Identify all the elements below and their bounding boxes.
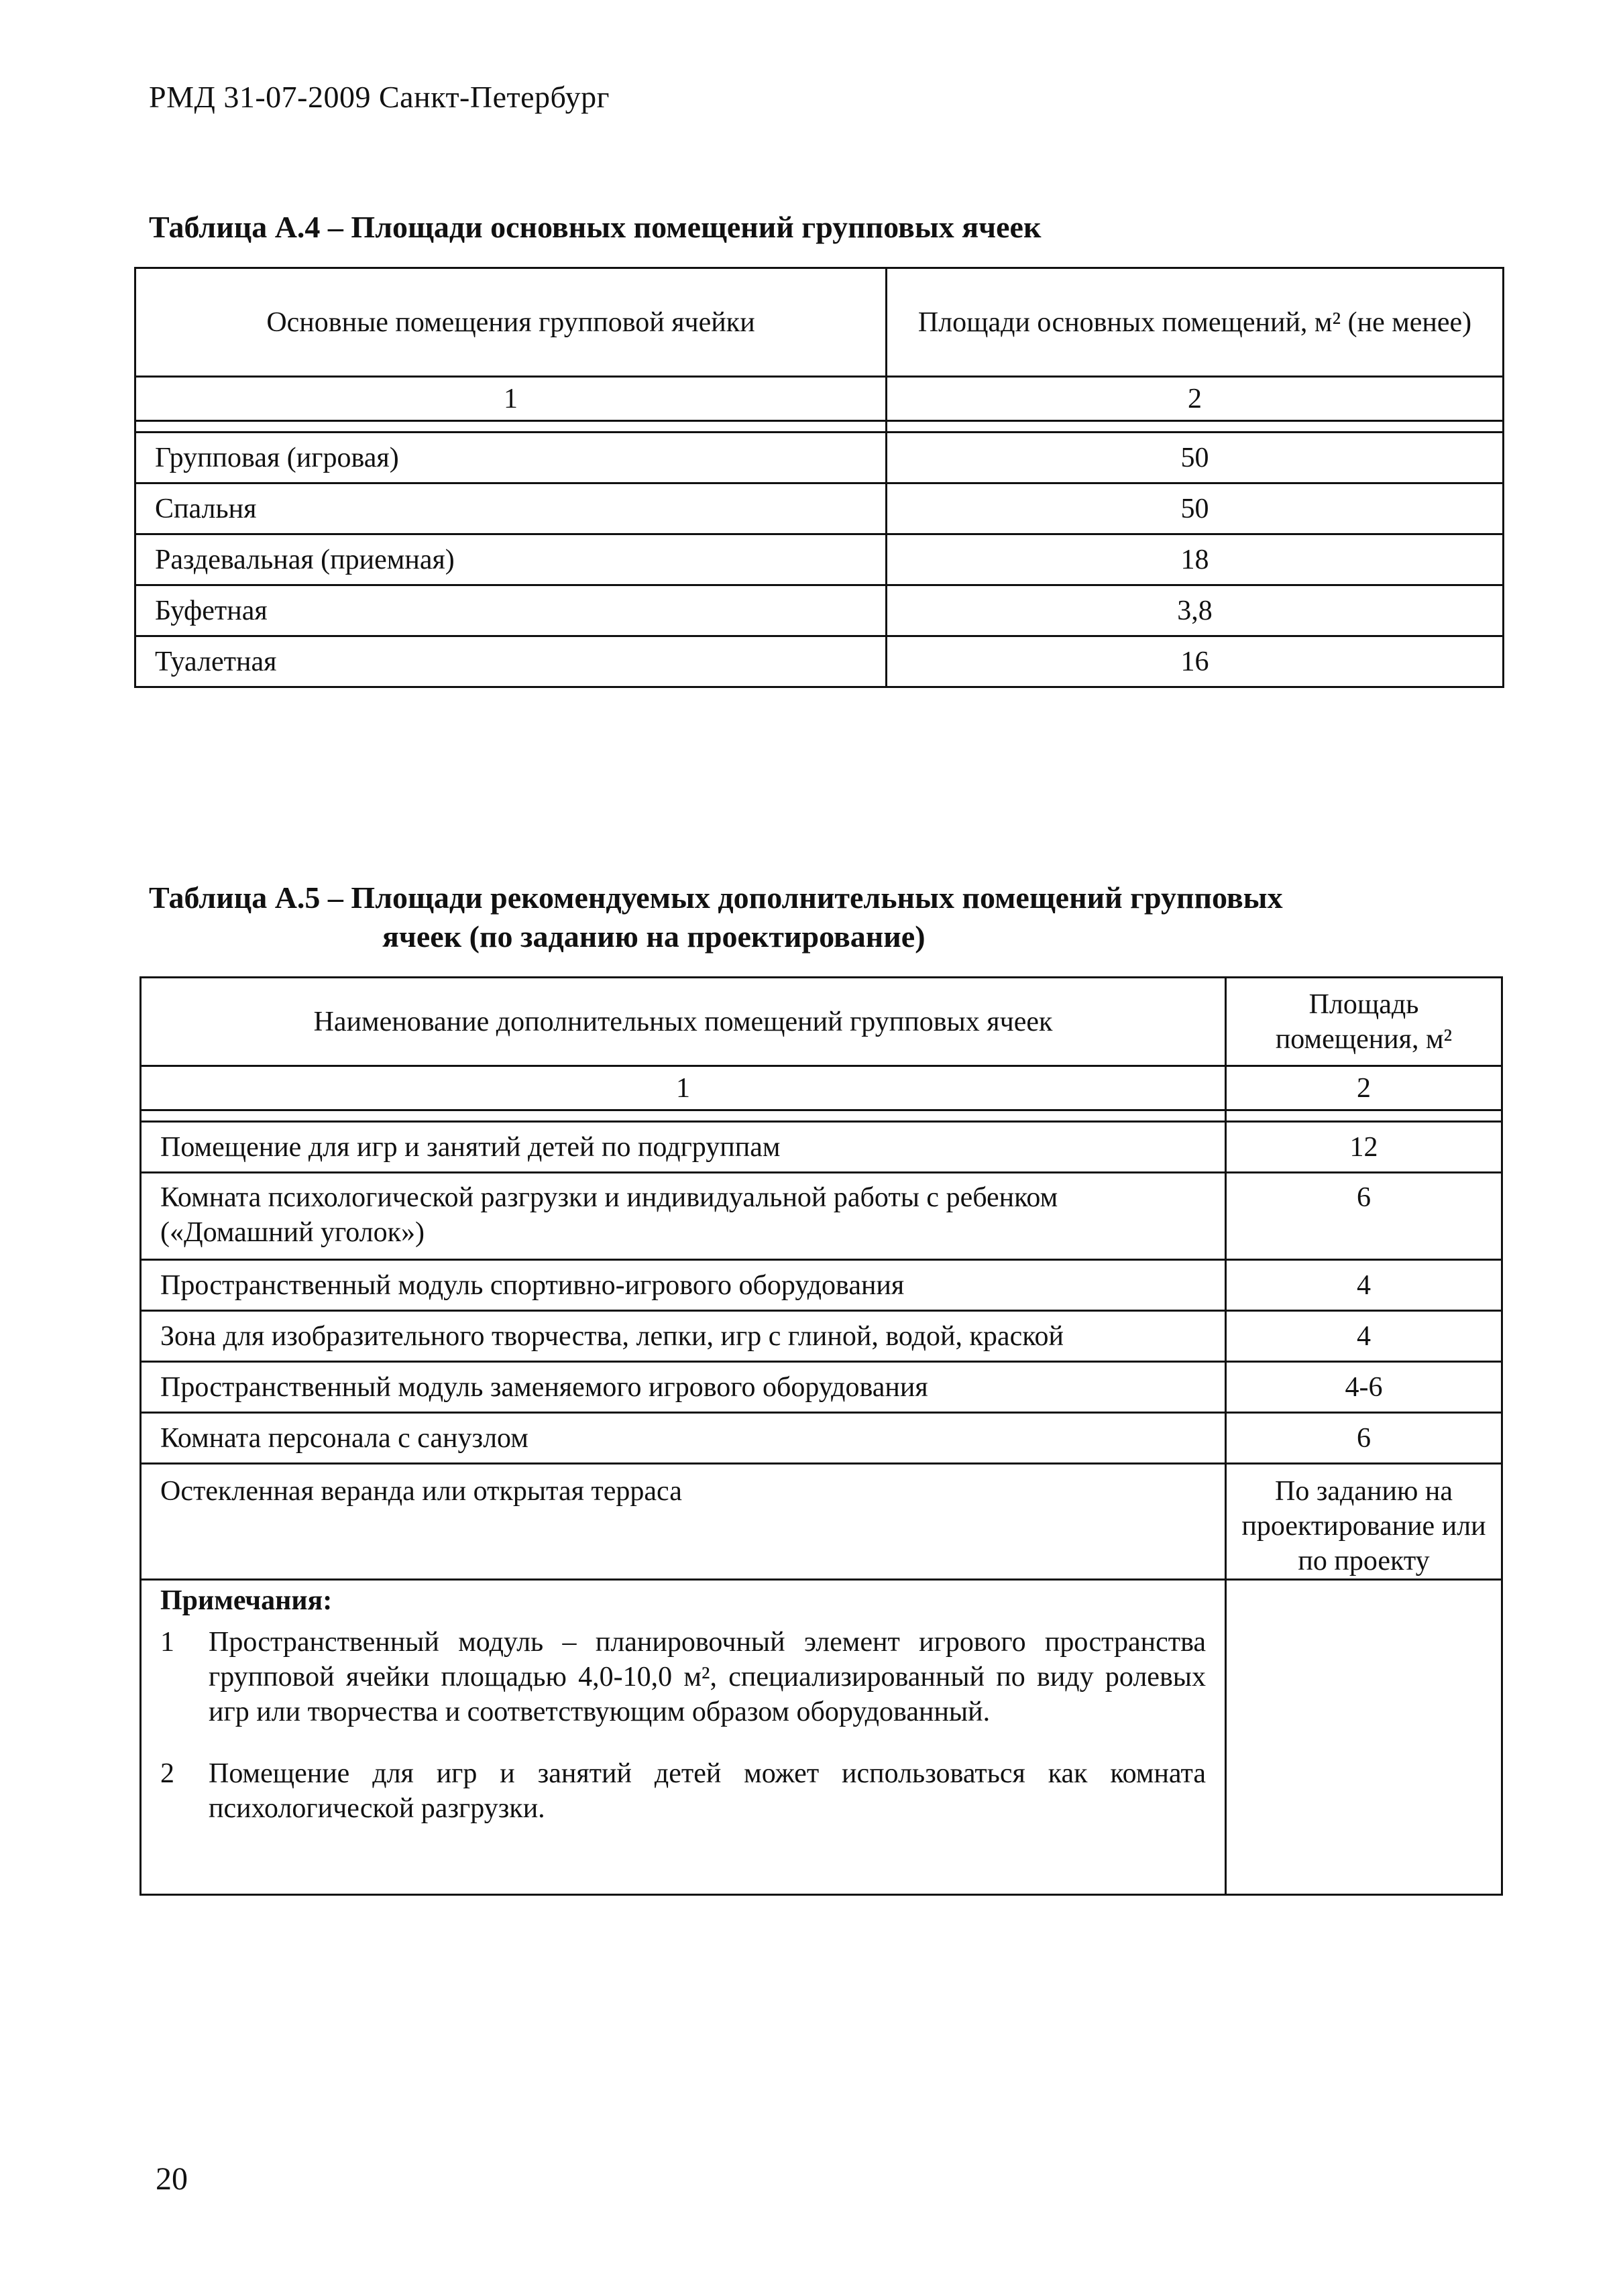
table-a5-room-area: 4	[1226, 1260, 1502, 1311]
table-notes-row	[141, 1580, 1502, 1895]
table-a4-spacer	[135, 421, 887, 433]
table-row	[141, 1173, 1502, 1260]
table-a4-col1-header: Основные помещения групповой ячейки	[135, 268, 887, 377]
table-a4-col2-header: Площади основных помещений, м² (не менее)	[887, 268, 1504, 377]
table-a5-col2-header: Площадь помещения, м²	[1226, 978, 1502, 1066]
table-a5-room-name: Остекленная веранда или открытая терраса	[141, 1464, 1226, 1580]
table-a5-room-name: Пространственный модуль спортивно-игрового оборудования	[141, 1260, 1226, 1311]
table-row	[135, 483, 1504, 534]
table-row	[141, 1260, 1502, 1311]
table-a5-col1-number: 1	[141, 1066, 1226, 1110]
table-a5-notes	[141, 1580, 1226, 1895]
note-item	[160, 1625, 1206, 1729]
table-a5-room-name: Помещение для игр и занятий детей по подгруппам	[141, 1122, 1226, 1173]
table-row	[135, 585, 1504, 636]
note-text: Помещение для игр и занятий детей может использоваться как комната психологической разгрузки.	[209, 1758, 1206, 1824]
table-a5-spacer	[141, 1110, 1226, 1122]
table-a5-room-area: 4-6	[1226, 1362, 1502, 1413]
table-a5-notes-empty-cell	[1226, 1580, 1502, 1895]
note-item	[160, 1756, 1206, 1826]
table-a5-room-area: 6	[1226, 1173, 1502, 1260]
table-a5-col2-number: 2	[1226, 1066, 1502, 1110]
table-a4-room-name: Спальня	[135, 483, 887, 534]
table-a5-room-name: Комната персонала с санузлом	[141, 1413, 1226, 1464]
notes-title: Примечания:	[160, 1585, 333, 1616]
table-a5-caption	[149, 878, 1283, 956]
table-a5	[139, 976, 1503, 1896]
table-a5-room-area: 6	[1226, 1413, 1502, 1464]
table-row	[141, 1413, 1502, 1464]
table-row	[141, 1311, 1502, 1362]
note-text: Пространственный модуль – планировочный элемент игрового пространства групповой ячейки площадью 4,0-10,0 м², специализированный по виду ролевых игр или творчества и соответствующим образом оборудованный.	[209, 1627, 1206, 1727]
table-a4-room-area: 50	[887, 483, 1504, 534]
table-a5-col1-header: Наименование дополнительных помещений групповых ячеек	[141, 978, 1226, 1066]
table-a5-caption-line1: Таблица А.5 – Площади рекомендуемых дополнительных помещений групповых	[149, 880, 1283, 915]
table-row	[141, 1122, 1502, 1173]
table-a4-room-name: Групповая (игровая)	[135, 433, 887, 483]
table-a4-room-name: Буфетная	[135, 585, 887, 636]
table-a4-room-name: Туалетная	[135, 636, 887, 687]
table-a5-room-area: 4	[1226, 1311, 1502, 1362]
table-row	[135, 534, 1504, 585]
table-row	[141, 1464, 1502, 1580]
table-row	[135, 636, 1504, 687]
table-a5-room-name: Зона для изобразительного творчества, лепки, игр с глиной, водой, краской	[141, 1311, 1226, 1362]
table-a5-room-name: Комната психологической разгрузки и индивидуальной работы с ребенком («Домашний уголок»)	[141, 1173, 1226, 1260]
table-a4-room-area: 3,8	[887, 585, 1504, 636]
note-number: 1	[160, 1627, 174, 1658]
table-a4-room-area: 16	[887, 636, 1504, 687]
table-row	[141, 1362, 1502, 1413]
table-a4-spacer	[887, 421, 1504, 433]
table-row	[135, 433, 1504, 483]
table-a4-col1-number: 1	[135, 377, 887, 421]
table-a4-caption: Таблица А.4 – Площади основных помещений групповых ячеек	[149, 210, 1042, 244]
table-a5-caption-line2: ячеек (по заданию на проектирование)	[382, 919, 926, 954]
table-a5-room-area: 12	[1226, 1122, 1502, 1173]
table-a4	[134, 267, 1504, 688]
document-header: РМД 31-07-2009 Санкт-Петербург	[149, 80, 610, 114]
table-a5-room-area: По заданию на проектирование или по проекту	[1226, 1464, 1502, 1580]
table-a5-spacer	[1226, 1110, 1502, 1122]
table-a4-col2-number: 2	[887, 377, 1504, 421]
table-a5-room-name: Пространственный модуль заменяемого игрового оборудования	[141, 1362, 1226, 1413]
page-number: 20	[156, 2161, 188, 2197]
table-a4-room-area: 50	[887, 433, 1504, 483]
note-number: 2	[160, 1758, 174, 1789]
table-a4-room-area: 18	[887, 534, 1504, 585]
table-a4-room-name: Раздевальная (приемная)	[135, 534, 887, 585]
